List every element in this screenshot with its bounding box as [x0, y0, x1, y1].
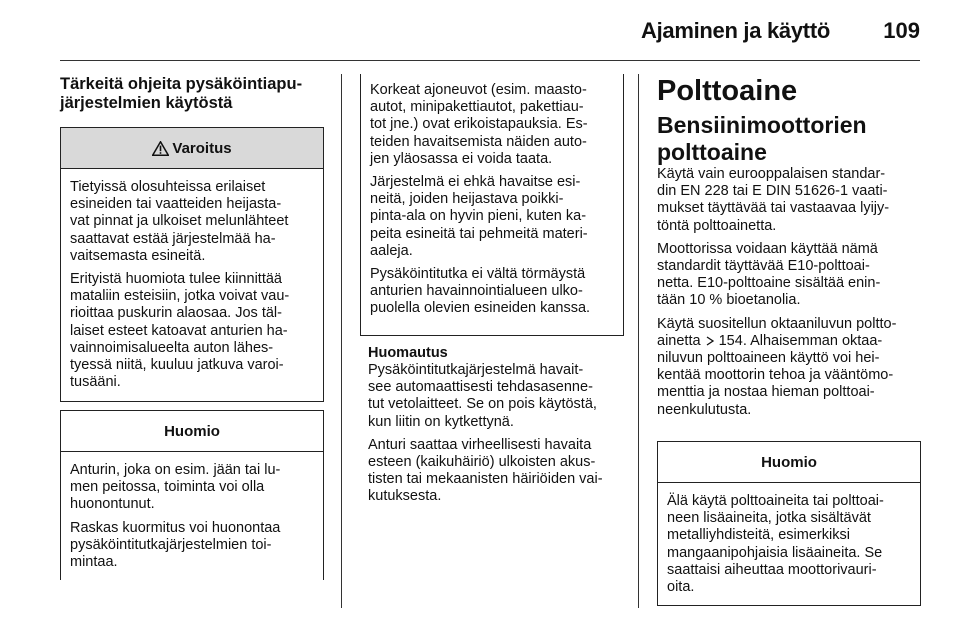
note-paragraph: Pysäköintitutkajärjestelmä havait- see automaattisesti tehdasasenne- tut vetolaitteet. Se on pois käytöstä, kun liitin on kytkettynä. [368, 362, 597, 430]
caution-body [61, 452, 323, 579]
warning-paragraph: Järjestelmä ei ehkä havaitse esi- neitä, joiden heijastava poikki- pinta-ala on hyvin pieni, kuten ka- peita esineitä tai pehmeitä materi- aaleja. [370, 174, 588, 259]
caution-box [60, 410, 324, 580]
section-subtitle: Bensiinimoottorien polttoaine [657, 112, 867, 165]
fuel-caution-header [658, 442, 920, 483]
fuel-caution-box [657, 441, 921, 606]
page-reference-link[interactable]: 154 [718, 332, 743, 349]
warning-paragraph: Pysäköintitutka ei vältä törmäystä anturien havainnointialueen ulko- puolella olevien esineiden kanssa. [370, 266, 591, 317]
fuel-caution-body [658, 483, 920, 604]
continued-warning-body [361, 74, 623, 326]
caution-label: Huomio [761, 453, 817, 471]
caution-paragraph: Raskas kuormitus voi huonontaa pysäköintitutkajärjestelmien toi- mintaa. [70, 519, 281, 571]
caution-label: Huomio [164, 422, 220, 440]
warning-paragraph: Korkeat ajoneuvot (esim. maasto- autot, minipakettiautot, pakettiau- tot jne.) ovat erikoistapauksia. Es- teiden havaitsemista näiden auto- jen yläosassa ei voida taata. [370, 82, 588, 167]
body-paragraph: Moottorissa voidaan käyttää nämä standardit täyttävää E10-polttoai- netta. E10-polttoaine sisältää enin- tään 10 % bioetanolia. [657, 240, 881, 309]
page-reference-arrow-icon [705, 336, 715, 346]
note-section [368, 345, 632, 506]
warning-triangle-icon [152, 141, 169, 156]
section-heading: Tärkeitä ohjeita pysäköintiapu- järjestelmien käytöstä [60, 75, 303, 112]
note-paragraph: Anturi saattaa virheellisesti havaita esteen (kaikuhäiriö) ulkoisten akus- tisten tai mekaanisten häiriöiden vai- kutuksesta. [368, 436, 603, 505]
caution-paragraph: Anturin, joka on esim. jään tai lu- men peitossa, toiminta voi olla huonontunut. [70, 462, 281, 513]
caution-paragraph: Älä käytä polttoaineita tai polttoai- neen lisäaineita, jotka sisältävät metalliyhdisteitä, esimerkiksi mangaanipohjaisia lisäaineita. Se saattaisi aiheuttaa moottorivauri- oita. [667, 493, 884, 596]
column-divider [638, 74, 639, 608]
column-divider [341, 74, 342, 608]
section-title: Polttoaine [657, 75, 798, 107]
warning-box [60, 127, 324, 402]
body-paragraph: Käytä suositellun oktaaniluvun poltto- ainetta 154. Alhaisemman oktaa- niluvun polttoaineen käyttö voi hei- kentää moottorin tehoa ja vääntömo- menttia ja nostaa hieman polttoai- neenkulutusta. [657, 315, 897, 418]
warning-paragraph: Erityistä huomiota tulee kiinnittää mataliin esteisiin, jotka voivat vau- rioittaa puskurin alaosaa. Jos täl- laiset esteet katoavat anturien ha- vainnoimisalueelta auton lähes- tyessä niitä, kuuluu jatkuva varoi- tusääni. [70, 271, 290, 391]
body-paragraph: Käytä vain eurooppalaisen standar- din EN 228 tai E DIN 51626-1 vaati- mukset täyttävää tai vastaavaa lyijy- töntä polttoainetta. [657, 166, 890, 234]
warning-label: Varoitus [172, 139, 232, 157]
warning-header [61, 128, 323, 169]
page-header [60, 0, 920, 61]
page-number: 109 [883, 18, 920, 43]
warning-body [61, 169, 323, 399]
chapter-title: Ajaminen ja käyttö [641, 18, 830, 43]
continued-warning-box [360, 74, 624, 336]
note-label: Huomautus [368, 345, 448, 361]
warning-paragraph: Tietyissä olosuhteissa erilaiset esineiden tai vaatteiden heijasta- vat pinnat ja ulkoiset melunlähteet saattavat estää järjestelmää ha- vaitsemasta esineitä. [70, 179, 289, 264]
caution-header [61, 411, 323, 452]
